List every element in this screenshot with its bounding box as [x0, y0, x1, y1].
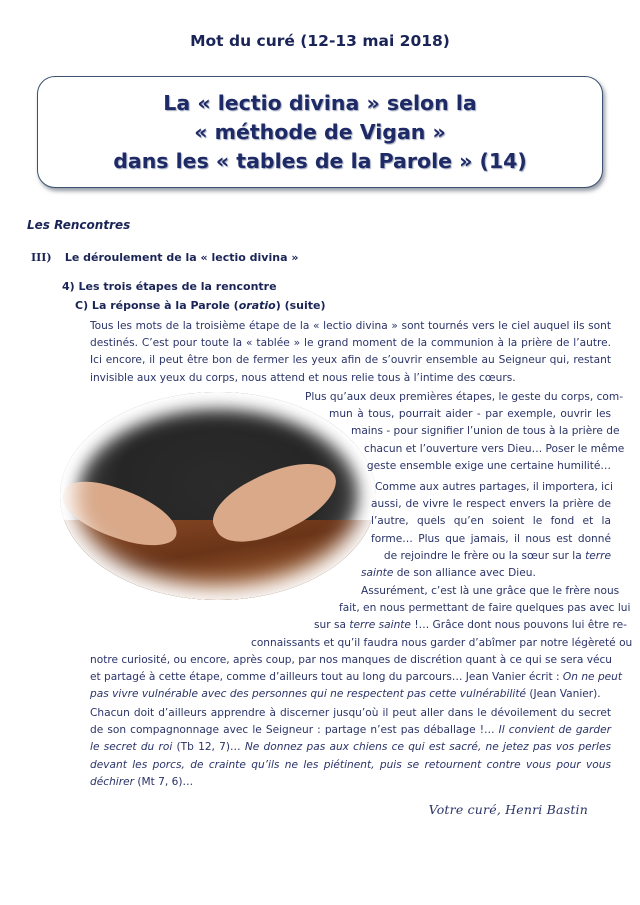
heading-text-italic: oratio — [238, 299, 276, 312]
italic-run: On ne peut — [562, 671, 623, 684]
text-line: mains - pour signifier l’union de tous à la prière de — [351, 425, 620, 438]
text-line: chacun et l’ouverture vers Dieu… Poser le même — [364, 442, 625, 455]
heading-text-post: ) (suite) — [275, 299, 326, 312]
paragraph-intro: Tous les mots de la troisième étape de la « lectio divina » sont tournés vers le ciel auquel ils sont destinés. C’est pour toute la « tablée » le grand moment de la communion à la prière de l’autre. Ici encore, il peut être bon de fermer les yeux afin de s’ouvrir ensemble au Seigneur qui, restant invisible aux yeux du corps, nous attend et nous relie tous à l’intime des cœurs. — [90, 320, 611, 384]
title-box — [37, 76, 603, 188]
section-label: Les Rencontres — [27, 218, 131, 232]
text-line: aussi, de vivre le respect envers la prière de — [371, 498, 611, 511]
text-line: Comme aux autres partages, il importera, ici — [375, 481, 613, 493]
italic-run: pas vivre vulnérable avec des personnes qui ne respectent pas cette vulnérabilité — [90, 688, 526, 701]
quote-matthew: Ne donnez pas aux chiens ce qui est sacré, ne jetez pas vos perles devant les porcs, de crainte qu’ils ne les piétinent, puis se retournent contre vous pour vous déchirer — [90, 741, 611, 788]
text-line: Assurément, c’est là une grâce que le frère nous — [361, 585, 620, 597]
text-line: connaissants et qu’il faudra nous garder d’abîmer par notre légèreté ou — [251, 636, 633, 649]
text-line: Plus qu’aux deux premières étapes, le geste du corps, com- — [305, 391, 624, 403]
signature: Votre curé, Henri Bastin — [428, 802, 588, 817]
text-line: geste ensemble exige une certaine humilité… — [366, 459, 611, 472]
text-run: !… Grâce dont nous pouvons lui être re- — [410, 619, 627, 632]
text-run: (Jean Vanier). — [526, 688, 601, 701]
title-line-1: La « lectio divina » selon la — [163, 90, 477, 115]
text-line: mun à tous, pourrait aider - par exemple, ouvrir les — [329, 408, 611, 421]
title-line-2: « méthode de Vigan » — [194, 119, 446, 144]
text-line — [365, 548, 611, 565]
italic-run: terre — [585, 549, 611, 562]
text-line — [90, 686, 611, 703]
citation-tobit: (Tb 12, 7)… — [172, 741, 245, 754]
text-run: de rejoindre le frère ou la sœur sur la — [383, 549, 586, 562]
citation-matthew: (Mt 7, 6)… — [133, 775, 194, 788]
paragraph-discernment — [90, 705, 611, 791]
italic-run: sainte — [361, 567, 394, 580]
text-line — [314, 617, 627, 634]
page-header: Mot du curé (12-13 mai 2018) — [190, 32, 450, 50]
heading-text-pre: C) La réponse à la Parole ( — [75, 299, 239, 312]
title-line-3: dans les « tables de la Parole » (14) — [113, 148, 527, 173]
heading-level-1 — [31, 251, 298, 264]
italic-run: terre sainte — [349, 619, 411, 632]
text-run: et partagé à cette étape, comme d’ailleurs tout au long du parcours… Jean Vanier écrit : — [90, 671, 563, 684]
paragraph-gesture — [305, 389, 625, 475]
text-line: fait, en nous permettant de faire quelques pas avec lui — [339, 602, 631, 615]
heading-level-2: 4) Les trois étapes de la rencontre — [62, 280, 277, 293]
heading-text: Le déroulement de la « lectio divina » — [64, 251, 299, 264]
quote-tobit: Il convient de garder le secret du roi — [90, 724, 611, 754]
text-line: l’autre, quels qu’en soient le fond et la — [371, 515, 611, 528]
heading-level-3 — [75, 299, 326, 312]
text-line — [90, 669, 623, 686]
text-line: notre curiosité, ou encore, après coup, par nos manques de discrétion quant à ce qui se sera vécu — [90, 653, 613, 666]
text-line: forme… Plus que jamais, il nous est donné — [371, 532, 611, 545]
heading-number: III) — [31, 251, 52, 264]
paragraph-grace — [90, 583, 633, 703]
text-line — [361, 565, 611, 582]
text-run: Chacun doit d’ailleurs apprendre à discerner jusqu’où il peut aller dans le dévoilement du secret de son compagnonnage avec le Seigneur : partage n’est pas déballage !… — [90, 707, 611, 737]
paragraph-respect — [361, 479, 611, 582]
text-run: sur sa — [314, 619, 350, 632]
text-run: de son alliance avec Dieu. — [393, 567, 536, 580]
